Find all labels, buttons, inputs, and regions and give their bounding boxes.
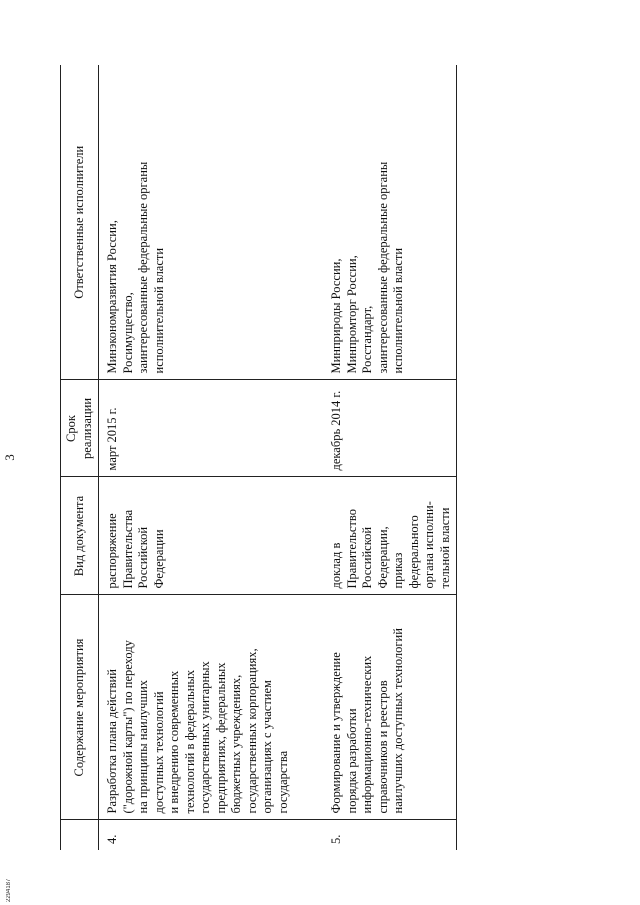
table-header-row xyxy=(61,65,99,850)
row-content: Разработка плана действий ("дорожной карты") по переходу на принципы наилучших доступных технологий и внедрению современных технологий в федеральных государственных унитарных предприятиях, федеральных бюджетных учреждениях, государственных корпорациях, организациях с участием государства xyxy=(99,595,295,820)
row-deadline: декабрь 2014 г. xyxy=(323,380,457,477)
rotated-page xyxy=(2,65,465,850)
row-deadline: март 2015 г. xyxy=(99,380,295,477)
row-doc-type: распоряжение Правительства Российской Федерации xyxy=(99,477,295,595)
row-number: 5. xyxy=(323,820,457,850)
table-row xyxy=(99,65,295,850)
row-responsible: Минприроды России, Минпромторг России, Росстандарт, заинтересованные федеральные органы исполнительной власти xyxy=(323,65,457,380)
row-number: 4. xyxy=(105,834,119,844)
header-responsible: Ответственные исполнители xyxy=(61,65,99,380)
row-content: Формирование и утверждение порядка разработки информационно-технических справочников и реестров наилучших доступных технологий xyxy=(323,595,457,820)
document-code: 2294187 xyxy=(6,878,12,902)
page-number: 3 xyxy=(2,454,17,461)
row-doc-type: доклад в Правительство Российской Федерации, приказ федерального органа исполни- тельной власти xyxy=(323,477,457,595)
row-responsible: Минэкономразвития России, Росимущество, заинтересованные федеральные органы исполнительной власти xyxy=(99,65,295,380)
table-row xyxy=(323,65,457,850)
row-spacer xyxy=(294,65,323,850)
action-plan-table xyxy=(60,65,457,850)
header-content: Содержание мероприятия xyxy=(61,595,99,820)
header-deadline: Срок реализации xyxy=(61,380,99,477)
header-num xyxy=(61,820,99,850)
header-doc-type: Вид документа xyxy=(61,477,99,595)
